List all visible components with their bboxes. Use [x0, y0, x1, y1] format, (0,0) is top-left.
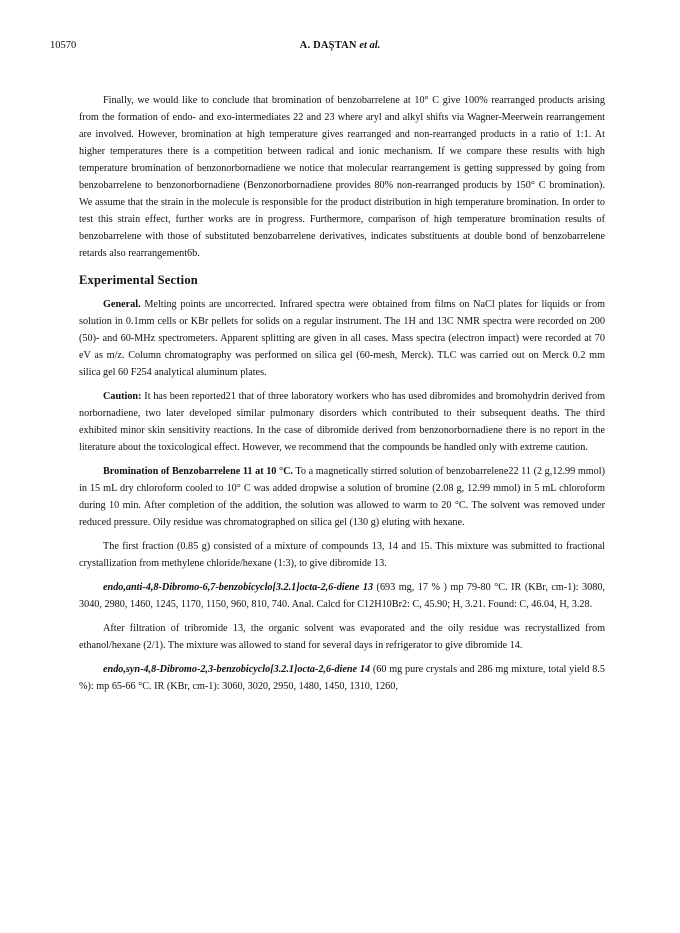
general-label: General.: [103, 299, 141, 310]
bromination-paragraph: [79, 463, 605, 531]
general-text: Melting points are uncorrected. Infrared spectra were obtained from films on NaCl plates for liquids or from solution in 0.1mm cells or KBr pellets for solids on a regular instrument. The 1H and 13C NMR spectra were recorded on 200 (50)- and 60-MHz spectrometers. Apparent splitting are given in all cases. Mass spectra (electron impact) were recorded at 70 eV as m/z. Column chromatography was performed on silica gel (60-mesh, Merck). TLC was carried out on Merck 0.2 mm silica gel 60 F254 analytical aluminum plates.: [79, 299, 605, 378]
section-heading: Experimental Section: [79, 273, 198, 287]
caution-paragraph: [79, 388, 605, 456]
fraction-paragraph: The first fraction (0.85 g) consisted of a mixture of compounds 13, 14 and 15. This mixture was submitted to fractional crystallization from methylene chloride/hexane (1:3), to give dibromide 13.: [79, 541, 605, 569]
compound-13-text: (693 mg, 17 % ) mp 79-80 °C. IR (KBr, cm-1): 3080, 3040, 2980, 1460, 1245, 1170, 1150, 960, 810, 740. Anal. Calcd for C12H10Br2: C, 45.90; H, 3.21. Found: C, 46.04, H, 3.28.: [79, 582, 605, 610]
article-body: [79, 92, 605, 702]
compound-14-text: (60 mg pure crystals and 286 mg mixture, total yield 8.5 %): mp 65-66 °C. IR (KBr, cm-1): 3060, 3020, 2950, 1480, 1450, 1310, 1260,: [79, 664, 606, 692]
running-head-etal: et al.: [359, 40, 381, 51]
bromination-text: To a magnetically stirred solution of benzobarrelene22 11 (2 g,12.99 mmol) in 15 mL dry chloroform cooled to 10° C was added dropwise a solution of bromine (2.08 g, 12.99 mmol) in 5 mL chloroform during 10 min. After completion of the addition, the solution was allowed to warm to 20 °C. The solvent was removed under reduced pressure. Oily residue was chromatographed on silica gel (130 g) eluting with hexane.: [79, 466, 606, 528]
general-paragraph: [79, 296, 605, 381]
bromination-label: Bromination of Benzobarrelene 11 at 10 °C.: [103, 466, 293, 477]
compound-14-paragraph: [79, 661, 605, 695]
page-header: [50, 40, 630, 54]
compound-13-paragraph: [79, 579, 605, 613]
running-head-author: A. DAŞTAN: [299, 40, 357, 51]
running-head: [50, 40, 630, 51]
compound-14-label: endo,syn-4,8-Dibromo-2,3-benzobicyclo[3.2.1]octa-2,6-diene 14: [103, 664, 371, 675]
compound-13-label: endo,anti-4,8-Dibromo-6,7-benzobicyclo[3.2.1]octa-2,6-diene 13: [103, 582, 374, 593]
conclusion-paragraph: Finally, we would like to conclude that bromination of benzobarrelene at 10° C give 100% rearranged products arising from the formation of endo- and exo-intermediates 22 and 23 where aryl and alkyl shifts via Wagner-Meerwein rearrangement are involved. However, bromination at high temperature gives rearranged and non-rearranged products in a ratio of 1:1. At higher temperatures there is a competition between radical and ionic mechanism. If we compare these results with high temperature bromination of benzonorbornadiene we notice that molecular rearrangement is getting suppressed by going from benzobarrelene to benzonorbornadiene (Benzonorbornadiene provides 80% non-rearranged products by 150° C bromination). We assume that the strain in the molecule is responsible for the product distribution in high temperature bromination. In order to test this strain effect, further works are in progress. Furthermore, comparison of high temperature bromination results of benzobarrelene with those of substituted benzobarrelene derivatives, indicates substituents at double bond of benzobarrelene retards also rearrangement6b.: [79, 95, 605, 259]
caution-text: It has been reported21 that of three laboratory workers who has used dibromides and bromohydrin derived from norbornadiene, two later developed similar pulmonary disorders which contributed to their subsequent deaths. The third exhibited minor skin sensitivity reactions. In the case of dibromide derived from benzonorbornadiene there is no report in the literature about the toxicological effect. However, we recommend that the compounds be handled only with extreme caution.: [79, 391, 605, 453]
filtration-paragraph: After filtration of tribromide 13, the organic solvent was evaporated and the oily residue was recrystallized from ethanol/hexane (2/1). The mixture was allowed to stand for several days in refrigerator to give dibromide 14.: [79, 623, 605, 651]
caution-label: Caution:: [103, 391, 142, 402]
page-number: 10570: [50, 40, 77, 51]
